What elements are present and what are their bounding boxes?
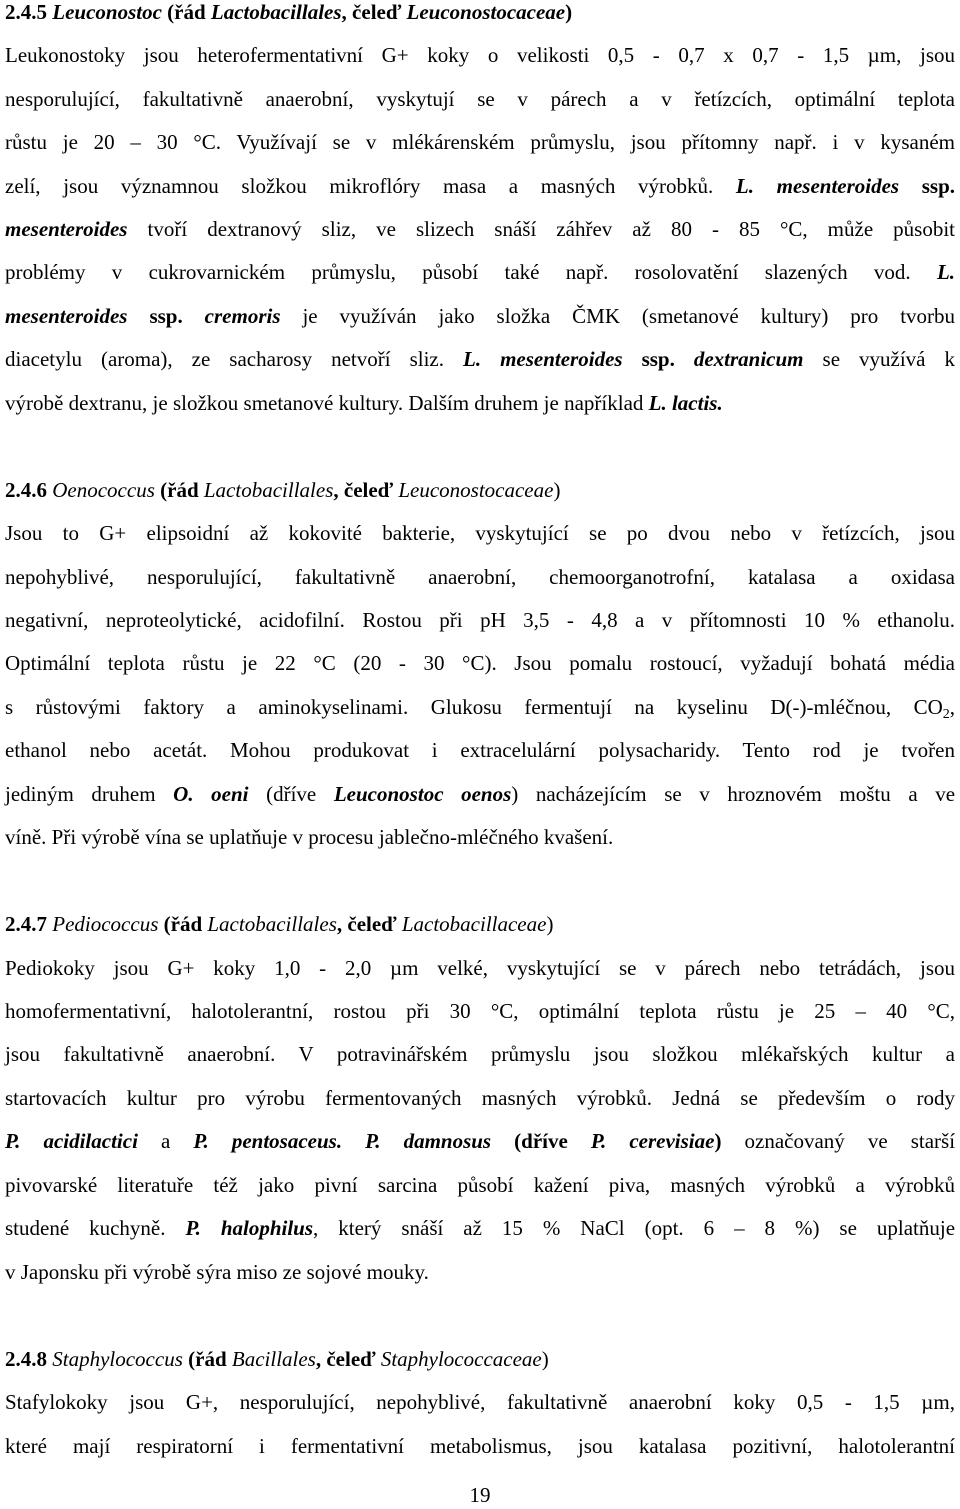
- paragraph-line: [5, 304, 955, 329]
- species-name: mesenteroides: [776, 174, 900, 198]
- species-name: lactis.: [671, 391, 723, 415]
- paragraph-line: startovacích kultur pro výrobu fermentovaných masných výrobků. Jedná se především o rody: [5, 1086, 955, 1110]
- heading-family: Lactobacillaceae: [401, 912, 547, 936]
- subspecies-name: cremoris: [204, 304, 281, 328]
- heading-order: Lactobacillales: [203, 478, 334, 502]
- section-heading-2-4-5: [5, 0, 572, 25]
- paragraph-line: [5, 782, 955, 807]
- paragraph-line: [5, 1216, 955, 1241]
- heading-genus: Oenococcus: [52, 478, 155, 502]
- species-abbrev: P.: [193, 1129, 209, 1153]
- paragraph-line: Leukonostoky jsou heterofermentativní G+ koky o velikosti 0,5 - 0,7 x 0,7 - 1,5 µm, jsou: [5, 43, 955, 67]
- heading-number: 2.4.7: [5, 912, 47, 936]
- paragraph-line: jsou fakultativně anaerobní. V potravinářském průmyslu jsou složkou mlékařských kultur a: [5, 1042, 955, 1066]
- heading-text: (řád: [163, 912, 203, 936]
- species-name: halophilus: [220, 1216, 314, 1240]
- heading-order: Lactobacillales: [210, 0, 342, 24]
- species-name: mesenteroides: [500, 347, 623, 371]
- heading-genus: Pediococcus: [52, 912, 159, 936]
- text-run: ) nacházejícím se v hroznovém moštu a ve: [511, 782, 956, 806]
- species-name: cerevisiae: [629, 1129, 715, 1153]
- paragraph-line: ethanol nebo acetát. Mohou produkovat i extracelulární polysacharidy. Tento rod je tvořen: [5, 738, 955, 762]
- paragraph-line: [5, 391, 723, 416]
- paragraph-line: v Japonsku při výrobě sýra miso ze sojové mouky.: [5, 1260, 429, 1284]
- text-run: označovaný ve starší: [744, 1129, 956, 1153]
- heading-text: ): [553, 478, 561, 502]
- paragraph-line: Jsou to G+ elipsoidní až kokovité bakterie, vyskytující se po dvou nebo v řetízcích, jsou: [5, 521, 955, 545]
- paragraph-line: [5, 217, 955, 242]
- heading-genus: Staphylococcus: [52, 1347, 183, 1371]
- paragraph-line: nepohyblivé, nesporulující, fakultativně anaerobní, chemoorganotrofní, katalasa a oxidasa: [5, 565, 955, 589]
- text-run: ,: [949, 695, 955, 719]
- heading-genus: Leuconostoc: [52, 0, 162, 24]
- paragraph-line: [5, 695, 955, 720]
- paragraph-line: negativní, neproteolytické, acidofilní. Rostou při pH 3,5 - 4,8 a v přítomnosti 10 % ethanolu.: [5, 608, 955, 632]
- text-run: studené kuchyně.: [5, 1216, 166, 1240]
- species-name: pentosaceus.: [231, 1129, 343, 1153]
- ssp-label: ssp.: [149, 304, 183, 328]
- text-run: jediným druhem: [5, 782, 156, 806]
- heading-family: Leuconostocaceae: [406, 0, 566, 24]
- text-run: tvoří dextranový sliz, ve slizech snáší záhřev až 80 - 85 °C, může působit: [147, 217, 956, 241]
- text-run: (dříve: [266, 782, 317, 806]
- heading-text: ): [565, 0, 573, 24]
- species-name: oeni: [211, 782, 249, 806]
- section-heading-2-4-6: [5, 478, 560, 503]
- text-run: , který snáší až 15 % NaCl (opt. 6 – 8 %) se uplatňuje: [313, 1216, 956, 1240]
- species-abbrev: L.: [463, 347, 482, 371]
- species-name: damnosus: [403, 1129, 492, 1153]
- paragraph-line: Stafylokoky jsou G+, nesporulující, nepohyblivé, fakultativně anaerobní koky 0,5 - 1,5 µm,: [5, 1390, 955, 1414]
- heading-order: Bacillales: [231, 1347, 316, 1371]
- ssp-label: ssp.: [641, 347, 675, 371]
- page-number: 19: [469, 1483, 491, 1507]
- species-abbrev: P.: [5, 1129, 21, 1153]
- paragraph-line: [5, 347, 955, 372]
- species-name: Leuconostoc oenos: [333, 782, 512, 806]
- text-run: zelí, jsou významnou složkou mikroflóry masa a masných výrobků.: [5, 174, 714, 198]
- heading-text: ): [541, 1347, 549, 1371]
- heading-text: ): [546, 912, 554, 936]
- paragraph-line: růstu je 20 – 30 °C. Využívají se v mlékárenském průmyslu, jsou přítomny např. i v kysaném: [5, 130, 955, 154]
- heading-text: , čeleď: [315, 1347, 376, 1371]
- paragraph-line: které mají respiratorní i fermentativní metabolismus, jsou katalasa pozitivní, halotolerantní: [5, 1434, 955, 1458]
- species-name: mesenteroides: [5, 217, 128, 241]
- paragraph-line: víně. Při výrobě vína se uplatňuje v procesu jablečno-mléčného kvašení.: [5, 825, 614, 849]
- heading-number: 2.4.5: [5, 0, 47, 24]
- species-abbrev: P.: [590, 1129, 607, 1153]
- subspecies-name: dextranicum: [693, 347, 804, 371]
- heading-order: Lactobacillales: [207, 912, 337, 936]
- heading-number: 2.4.8: [5, 1347, 47, 1371]
- heading-text: , čeleď: [341, 0, 402, 24]
- paragraph-line: pivovarské literatuře též jako pivní sarcina působí kažení piva, masných výrobků a výrobků: [5, 1173, 955, 1197]
- text-run: a: [160, 1129, 171, 1153]
- text-run: diacetylu (aroma), ze sacharosy netvoří sliz.: [5, 347, 444, 371]
- heading-text: (řád: [160, 478, 199, 502]
- text-run: je využíván jako složka ČMK (smetanové kultury) pro tvorbu: [302, 304, 956, 328]
- species-abbrev: L.: [936, 260, 956, 284]
- paragraph-line: Pediokoky jsou G+ koky 1,0 - 2,0 µm velké, vyskytující se v párech nebo tetrádách, jsou: [5, 956, 955, 980]
- heading-text: (řád: [167, 0, 206, 24]
- species-abbrev: O.: [173, 782, 194, 806]
- species-abbrev: L.: [735, 174, 754, 198]
- paragraph-line: homofermentativní, halotolerantní, rostou při 30 °C, optimální teplota růstu je 25 – 40 °C,: [5, 999, 955, 1023]
- paragraph-line: [5, 1129, 955, 1154]
- species-name: acidilactici: [43, 1129, 138, 1153]
- section-heading-2-4-8: [5, 1347, 549, 1372]
- subscript: 2: [942, 707, 950, 722]
- text-run: ): [714, 1129, 722, 1153]
- text-run: problémy v cukrovarnickém průmyslu, působí také např. rosolovatění slazených vod.: [5, 260, 911, 284]
- species-name: mesenteroides: [5, 304, 128, 328]
- species-abbrev: P.: [365, 1129, 381, 1153]
- paragraph-line: [5, 260, 955, 285]
- heading-family: Leuconostocaceae: [398, 478, 554, 502]
- text-run: se využívá k: [822, 347, 955, 371]
- heading-family: Staphylococcaceae: [380, 1347, 542, 1371]
- section-heading-2-4-7: [5, 912, 553, 937]
- heading-text: , čeleď: [333, 478, 394, 502]
- heading-number: 2.4.6: [5, 478, 47, 502]
- ssp-label: ssp.: [921, 174, 956, 198]
- text-run: výrobě dextranu, je složkou smetanové kultury. Dalším druhem je například: [5, 391, 644, 415]
- paragraph-line: Optimální teplota růstu je 22 °C (20 - 30 °C). Jsou pomalu rostoucí, vyžadují bohatá média: [5, 651, 955, 675]
- heading-text: (řád: [188, 1347, 227, 1371]
- paragraph-line: nesporulující, fakultativně anaerobní, vyskytují se v párech a v řetízcích, optimální teplota: [5, 87, 955, 111]
- text-run: s růstovými faktory a aminokyselinami. Glukosu fermentují na kyselinu D(-)-mléčnou, CO: [5, 695, 943, 719]
- species-abbrev: P.: [185, 1216, 201, 1240]
- paragraph-line: [5, 174, 955, 199]
- text-run: (dříve: [514, 1129, 568, 1153]
- heading-text: , čeleď: [336, 912, 397, 936]
- species-abbrev: L.: [648, 391, 667, 415]
